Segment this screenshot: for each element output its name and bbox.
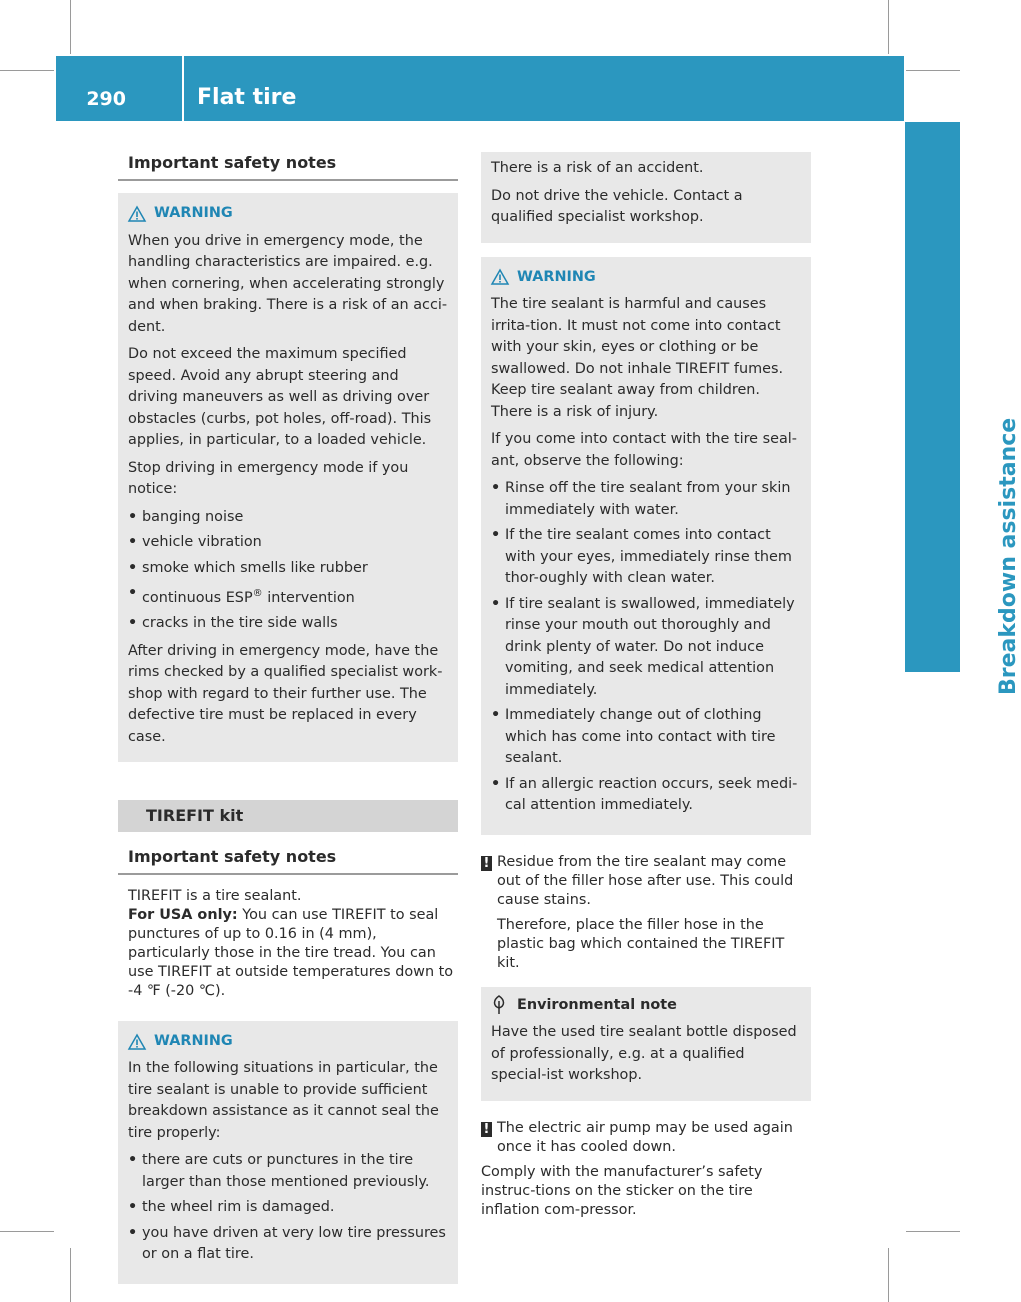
paragraph: Therefore, place the filler hose in the plastic bag which contained the TIREFIT kit. [497,916,785,971]
usa-only-label: For USA only: [128,906,238,923]
list-item: • banging noise [128,507,448,529]
list-item: • the wheel rim is damaged. [128,1197,448,1219]
notice-exclamation-icon: ! [481,856,492,871]
warning-box-continued [481,152,811,243]
heading-important-safety-notes: Important safety notes [118,148,458,181]
list-item: • vehicle vibration [128,532,448,554]
crop-mark [888,0,889,54]
chapter-sidebar [905,0,1021,1302]
registered-mark: ® [252,588,263,599]
heading-important-safety-notes-2: Important safety notes [118,842,458,875]
list-item: • If the tire sealant comes into contact with your eyes, immediately rinse them thor-oughly with clean water. [491,525,801,590]
list-item: • smoke which smells like rubber [128,558,448,580]
paragraph: The tire sealant is harmful and causes irrita-tion. It must not come into contact with your skin, eyes or clothing or be swallowed. Do not inhale TIREFIT fumes. Keep tire sealant away from children. There is a risk of injury. [491,296,784,420]
header-divider [182,56,184,121]
bullet-list [128,507,448,635]
paragraph: TIREFIT is a tire sealant. [128,887,302,904]
list-item: • Immediately change out of clothing which has come into contact with tire sealant. [491,705,801,770]
crop-mark [888,1248,889,1302]
environmental-note-title [491,995,801,1017]
warning-box [118,193,458,762]
usa-only-text: You can use TIREFIT to seal punctures of up to 0.16 in (4 mm), particularly those in the tire tread. You can use TIREFIT at outside temperatures down to -4 ℉ (-20 ℃). [128,906,454,999]
bullet-list [128,1150,448,1266]
list-item: • there are cuts or punctures in the tire larger than those mentioned previously. [128,1150,448,1193]
warning-label: WARNING [517,268,596,285]
warning-title [128,203,448,225]
section-title: Flat tire [197,85,297,110]
crop-mark [70,0,71,54]
paragraph: If you come into contact with the tire seal-ant, observe the following: [491,431,797,469]
crop-mark [70,1248,71,1302]
closing-paragraph: Comply with the manufacturer’s safety instruc-tions on the sticker on the tire inflation com-pressor. [481,1163,763,1218]
chapter-tab [905,122,960,672]
warning-box [118,1021,458,1284]
paragraph: Have the used tire sealant bottle disposed of professionally, e.g. at a qualified special-ist workshop. [491,1024,797,1083]
paragraph: The electric air pump may be used again once it has cooled down. [497,1119,793,1155]
topic-heading-tirefit-kit: TIREFIT kit [118,800,458,832]
right-column [481,152,811,1226]
environment-leaf-icon [491,995,507,1015]
paragraph: Stop driving in emergency mode if you notice: [128,459,409,497]
list-item-prefix: continuous ESP [142,589,253,606]
crop-mark [0,70,54,71]
list-item [128,583,448,609]
list-item: • cracks in the tire side walls [128,613,448,635]
paragraph: There is a risk of an accident. [491,160,704,176]
warning-box [481,257,811,835]
environmental-note-box [481,987,811,1101]
list-item: • Rinse off the tire sealant from your skin immediately with water. [491,478,801,521]
warning-triangle-icon [128,1034,146,1050]
intro-text [118,887,458,1001]
left-column [118,148,458,1284]
page-header [56,56,904,121]
paragraph [128,906,458,1001]
bullet-list [491,478,801,817]
warning-triangle-icon [128,206,146,222]
warning-label: WARNING [154,205,233,221]
notice-block [481,1119,811,1157]
paragraph: Do not drive the vehicle. Contact a qualified specialist workshop. [491,187,743,225]
list-item-suffix: intervention [267,589,355,606]
environmental-note-label: Environmental note [517,996,677,1013]
notice-exclamation-icon: ! [481,1122,492,1137]
paragraph: In the following situations in particular, the tire sealant is unable to provide sufficient breakdown assistance as it cannot seal the tire properly: [128,1060,439,1141]
page-number: 290 [86,88,126,110]
paragraph: Do not exceed the maximum specified speed. Avoid any abrupt steering and driving maneuvers as well as driving over obstacles (curbs, pot holes, off-road). This applies, in particular, to a loaded vehicle. [128,346,432,448]
warning-label: WARNING [154,1032,233,1049]
crop-mark [0,1231,54,1232]
chapter-label: Breakdown assistance [996,417,1021,695]
paragraph: After driving in emergency mode, have the rims checked by a qualified specialist work-shop with regard to their further use. The defective tire must be replaced in every case. [128,642,443,745]
warning-triangle-icon [491,269,509,285]
warning-title [491,267,801,289]
list-item: • you have driven at very low tire pressures or on a flat tire. [128,1223,448,1266]
paragraph: When you drive in emergency mode, the handling characteristics are impaired. e.g. when cornering, when accelerating strongly and when braking. There is a risk of an acci-dent. [128,232,448,335]
paragraph: Residue from the tire sealant may come out of the filler hose after use. This could cause stains. [497,853,794,908]
list-item: • If tire sealant is swallowed, immediately rinse your mouth out thoroughly and drink plenty of water. Do not induce vomiting, and seek medical attention immediately. [491,594,801,702]
notice-block [481,853,811,973]
list-item: • If an allergic reaction occurs, seek medi-cal attention immediately. [491,774,801,817]
warning-title [128,1031,448,1053]
